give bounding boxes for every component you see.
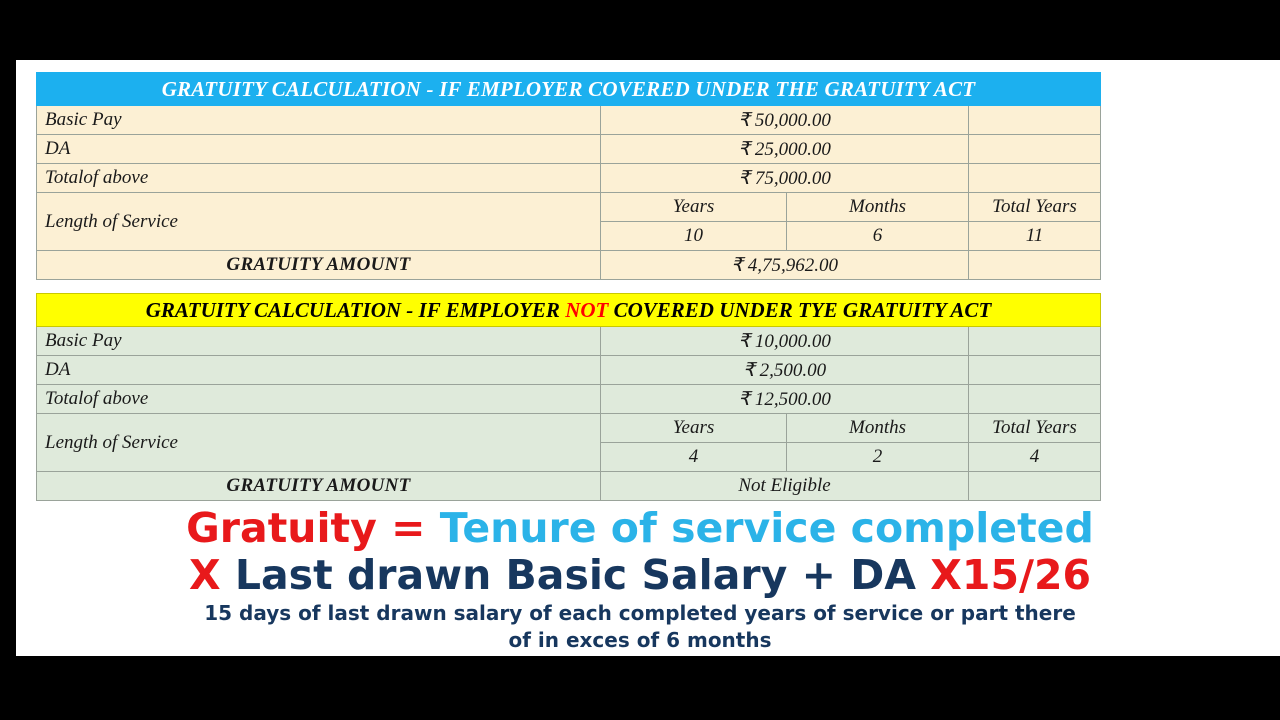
notcovered-service-months-value: 2 [787, 443, 969, 472]
covered-da-blank [969, 135, 1101, 164]
covered-gratuity-blank [969, 251, 1101, 280]
notcovered-header-pre: GRATUITY CALCULATION - IF EMPLOYER [145, 297, 566, 322]
formula-block [0, 505, 1280, 599]
table-row [37, 414, 1101, 443]
covered-basic-pay-value: ₹ 50,000.00 [601, 106, 969, 135]
notcovered-table-header [37, 294, 1101, 327]
formula-multiply-1: X [188, 551, 221, 599]
table-row [37, 193, 1101, 222]
covered-gratuity-value: ₹ 4,75,962.00 [601, 251, 969, 280]
covered-total-value: ₹ 75,000.00 [601, 164, 969, 193]
covered-service-months-header: Months [787, 193, 969, 222]
table-row [37, 356, 1101, 385]
covered-service-years-header: Years [601, 193, 787, 222]
table-row [37, 106, 1101, 135]
notcovered-service-total-value: 4 [969, 443, 1101, 472]
table-row [37, 327, 1101, 356]
notcovered-service-years-value: 4 [601, 443, 787, 472]
notcovered-total-label: Totalof above [37, 385, 601, 414]
covered-service-years-value: 10 [601, 222, 787, 251]
covered-da-value: ₹ 25,000.00 [601, 135, 969, 164]
covered-basic-pay-label: Basic Pay [37, 106, 601, 135]
notcovered-total-blank [969, 385, 1101, 414]
notcovered-basic-pay-value: ₹ 10,000.00 [601, 327, 969, 356]
formula-lastdrawn: Last drawn Basic Salary + DA [234, 551, 917, 599]
covered-service-months-value: 6 [787, 222, 969, 251]
formula-word-gratuity: Gratuity [186, 504, 377, 552]
formula-line-2 [0, 551, 1280, 599]
table-row [37, 135, 1101, 164]
table-row [37, 385, 1101, 414]
covered-gratuity-label: GRATUITY AMOUNT [37, 251, 601, 280]
table-row [37, 294, 1101, 327]
table-row [37, 251, 1101, 280]
notcovered-gratuity-blank [969, 472, 1101, 501]
notcovered-gratuity-value: Not Eligible [601, 472, 969, 501]
notcovered-gratuity-label: GRATUITY AMOUNT [37, 472, 601, 501]
covered-basic-pay-blank [969, 106, 1101, 135]
notcovered-da-value: ₹ 2,500.00 [601, 356, 969, 385]
covered-total-label: Totalof above [37, 164, 601, 193]
notcovered-header-post: COVERED UNDER TYE GRATUITY ACT [608, 297, 992, 322]
formula-multiply-2: X [930, 551, 962, 599]
covered-table-header: GRATUITY CALCULATION - IF EMPLOYER COVERED UNDER THE GRATUITY ACT [37, 73, 1101, 106]
covered-da-label: DA [37, 135, 601, 164]
formula-note-line-1: 15 days of last drawn salary of each completed years of service or part there [204, 601, 1076, 625]
formula-equals: = [391, 504, 426, 552]
formula-ratio: 15/26 [961, 551, 1092, 599]
notcovered-total-value: ₹ 12,500.00 [601, 385, 969, 414]
covered-service-label: Length of Service [37, 193, 601, 251]
gratuity-covered-table [36, 72, 1101, 280]
formula-line-1 [0, 505, 1280, 551]
covered-service-total-header: Total Years [969, 193, 1101, 222]
notcovered-service-label: Length of Service [37, 414, 601, 472]
notcovered-service-total-header: Total Years [969, 414, 1101, 443]
notcovered-service-years-header: Years [601, 414, 787, 443]
notcovered-da-blank [969, 356, 1101, 385]
covered-service-total-value: 11 [969, 222, 1101, 251]
table-row [37, 164, 1101, 193]
gratuity-notcovered-table [36, 293, 1101, 501]
table-row [37, 73, 1101, 106]
formula-note [0, 600, 1280, 654]
notcovered-header-not: NOT [565, 297, 609, 322]
table-row [37, 472, 1101, 501]
formula-tenure: Tenure of service completed [439, 504, 1094, 552]
notcovered-service-months-header: Months [787, 414, 969, 443]
notcovered-basic-pay-label: Basic Pay [37, 327, 601, 356]
notcovered-da-label: DA [37, 356, 601, 385]
notcovered-basic-pay-blank [969, 327, 1101, 356]
covered-total-blank [969, 164, 1101, 193]
formula-note-line-2: of in exces of 6 months [508, 628, 772, 652]
